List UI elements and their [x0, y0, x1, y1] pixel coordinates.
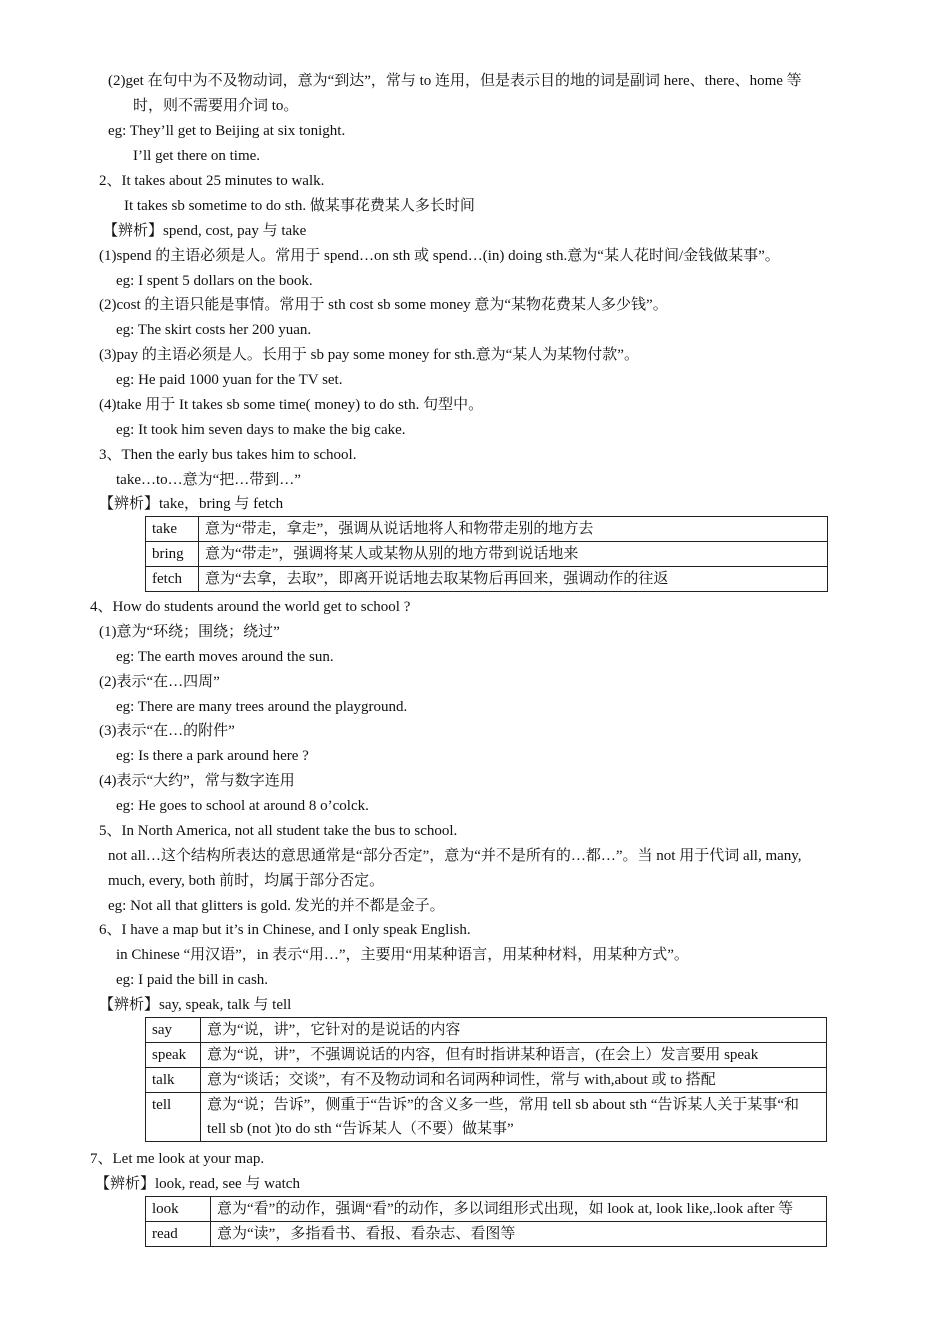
- table-cell-word: speak: [146, 1043, 201, 1068]
- example-line: eg: There are many trees around the playground.: [116, 699, 408, 715]
- table-row: [146, 567, 828, 592]
- section-heading: 2、It takes about 25 minutes to walk.: [99, 173, 325, 189]
- text-line: (2)表示“在…四周”: [99, 674, 220, 690]
- analysis-heading: 【辨析】look, read, see 与 watch: [95, 1176, 300, 1192]
- example-line: eg: The earth moves around the sun.: [116, 649, 334, 665]
- example-line: I’ll get there on time.: [133, 148, 261, 164]
- text-line: 时，则不需要用介词 to。: [133, 98, 299, 114]
- table-cell-word: talk: [146, 1068, 201, 1093]
- example-line: eg: I paid the bill in cash.: [116, 972, 269, 988]
- table-row: [146, 1222, 827, 1247]
- table-cell-word: bring: [146, 542, 199, 567]
- text-line: much, every, both 前时，均属于部分否定。: [108, 873, 385, 889]
- table-row: [146, 1197, 827, 1222]
- table-say-speak-talk-tell: [145, 1017, 827, 1142]
- text-line: not all…这个结构所表达的意思通常是“部分否定”，意为“并不是所有的…都…”。当 not 用于代词 all, many,: [108, 848, 802, 864]
- table-cell-word: tell: [146, 1093, 201, 1142]
- table-row: [146, 1093, 827, 1142]
- example-line: eg: The skirt costs her 200 yuan.: [116, 322, 312, 338]
- text-line: (3)表示“在…的附件”: [99, 723, 235, 739]
- table-row: [146, 1043, 827, 1068]
- section-heading: 7、Let me look at your map.: [90, 1151, 265, 1167]
- section-heading: 3、Then the early bus takes him to school.: [99, 447, 357, 463]
- text-line: It takes sb sometime to do sth. 做某事花费某人多长时间: [124, 198, 475, 214]
- example-line: eg: Not all that glitters is gold. 发光的并不都是金子。: [108, 898, 445, 914]
- analysis-heading: 【辨析】take，bring 与 fetch: [99, 496, 284, 512]
- table-cell-meaning: 意为“看”的动作，强调“看”的动作，多以词组形式出现，如 look at, look like,.look after 等: [211, 1197, 827, 1222]
- example-line: eg: I spent 5 dollars on the book.: [116, 273, 313, 289]
- text-line: take…to…意为“把…带到…”: [116, 472, 301, 488]
- analysis-heading: 【辨析】spend, cost, pay 与 take: [103, 223, 307, 239]
- table-cell-meaning: 意为“带走”，强调将某人或某物从别的地方带到说话地来: [199, 542, 828, 567]
- table-look-read-see-watch: [145, 1196, 827, 1247]
- table-cell-meaning: 意为“读”，多指看书、看报、看杂志、看图等: [211, 1222, 827, 1247]
- text-line: (2)cost 的主语只能是事情。常用于 sth cost sb some money 意为“某物花费某人多少钱”。: [99, 297, 668, 313]
- table-cell-meaning: 意为“说，讲”，它针对的是说话的内容: [201, 1018, 827, 1043]
- section-heading: 5、In North America, not all student take the bus to school.: [99, 823, 458, 839]
- example-line: eg: It took him seven days to make the big cake.: [116, 422, 406, 438]
- table-cell-meaning: 意为“谈话；交谈”，有不及物动词和名词两种词性，常与 with,about 或 to 搭配: [201, 1068, 827, 1093]
- table-row: [146, 1018, 827, 1043]
- text-line: (4)表示“大约”，常与数字连用: [99, 773, 295, 789]
- example-line: eg: They’ll get to Beijing at six tonight.: [108, 123, 346, 139]
- section-heading: 6、I have a map but it’s in Chinese, and I only speak English.: [99, 922, 471, 938]
- example-line: eg: He goes to school at around 8 o’colck.: [116, 798, 369, 814]
- table-cell-meaning: 意为“说，讲”，不强调说话的内容，但有时指讲某种语言，(在会上）发言要用 speak: [201, 1043, 827, 1068]
- text-line: (4)take 用于 It takes sb some time( money) to do sth. 句型中。: [99, 397, 484, 413]
- table-cell-meaning: 意为“说；告诉”，侧重于“告诉”的含义多一些，常用 tell sb about sth “告诉某人关于某事“和 tell sb (not )to do sth “告诉某人（不要）做某事”: [201, 1093, 827, 1142]
- table-cell-word: take: [146, 517, 199, 542]
- table-cell-word: read: [146, 1222, 211, 1247]
- table-take-bring-fetch: [145, 516, 828, 592]
- example-line: eg: He paid 1000 yuan for the TV set.: [116, 372, 343, 388]
- table-cell-meaning: 意为“去拿，去取”，即离开说话地去取某物后再回来，强调动作的往返: [199, 567, 828, 592]
- table-row: [146, 542, 828, 567]
- section-heading: 4、How do students around the world get to school ?: [90, 599, 411, 615]
- example-line: eg: Is there a park around here ?: [116, 748, 309, 764]
- text-line: (2)get 在句中为不及物动词，意为“到达”，常与 to 连用，但是表示目的地的词是副词 here、there、home 等: [108, 73, 802, 89]
- text-line: (1)spend 的主语必须是人。常用于 spend…on sth 或 spend…(in) doing sth.意为“某人花时间/金钱做某事”。: [99, 248, 780, 264]
- table-cell-word: say: [146, 1018, 201, 1043]
- text-line: (3)pay 的主语必须是人。长用于 sb pay some money for sth.意为“某人为某物付款”。: [99, 347, 639, 363]
- text-line: in Chinese “用汉语”，in 表示“用…”，主要用“用某种语言，用某种材料，用某种方式”。: [116, 947, 689, 963]
- text-line: (1)意为“环绕；围绕；绕过”: [99, 624, 280, 640]
- analysis-heading: 【辨析】say, speak, talk 与 tell: [99, 997, 292, 1013]
- table-row: [146, 1068, 827, 1093]
- table-cell-word: fetch: [146, 567, 199, 592]
- table-cell-meaning: 意为“带走，拿走”，强调从说话地将人和物带走别的地方去: [199, 517, 828, 542]
- table-cell-word: look: [146, 1197, 211, 1222]
- table-row: [146, 517, 828, 542]
